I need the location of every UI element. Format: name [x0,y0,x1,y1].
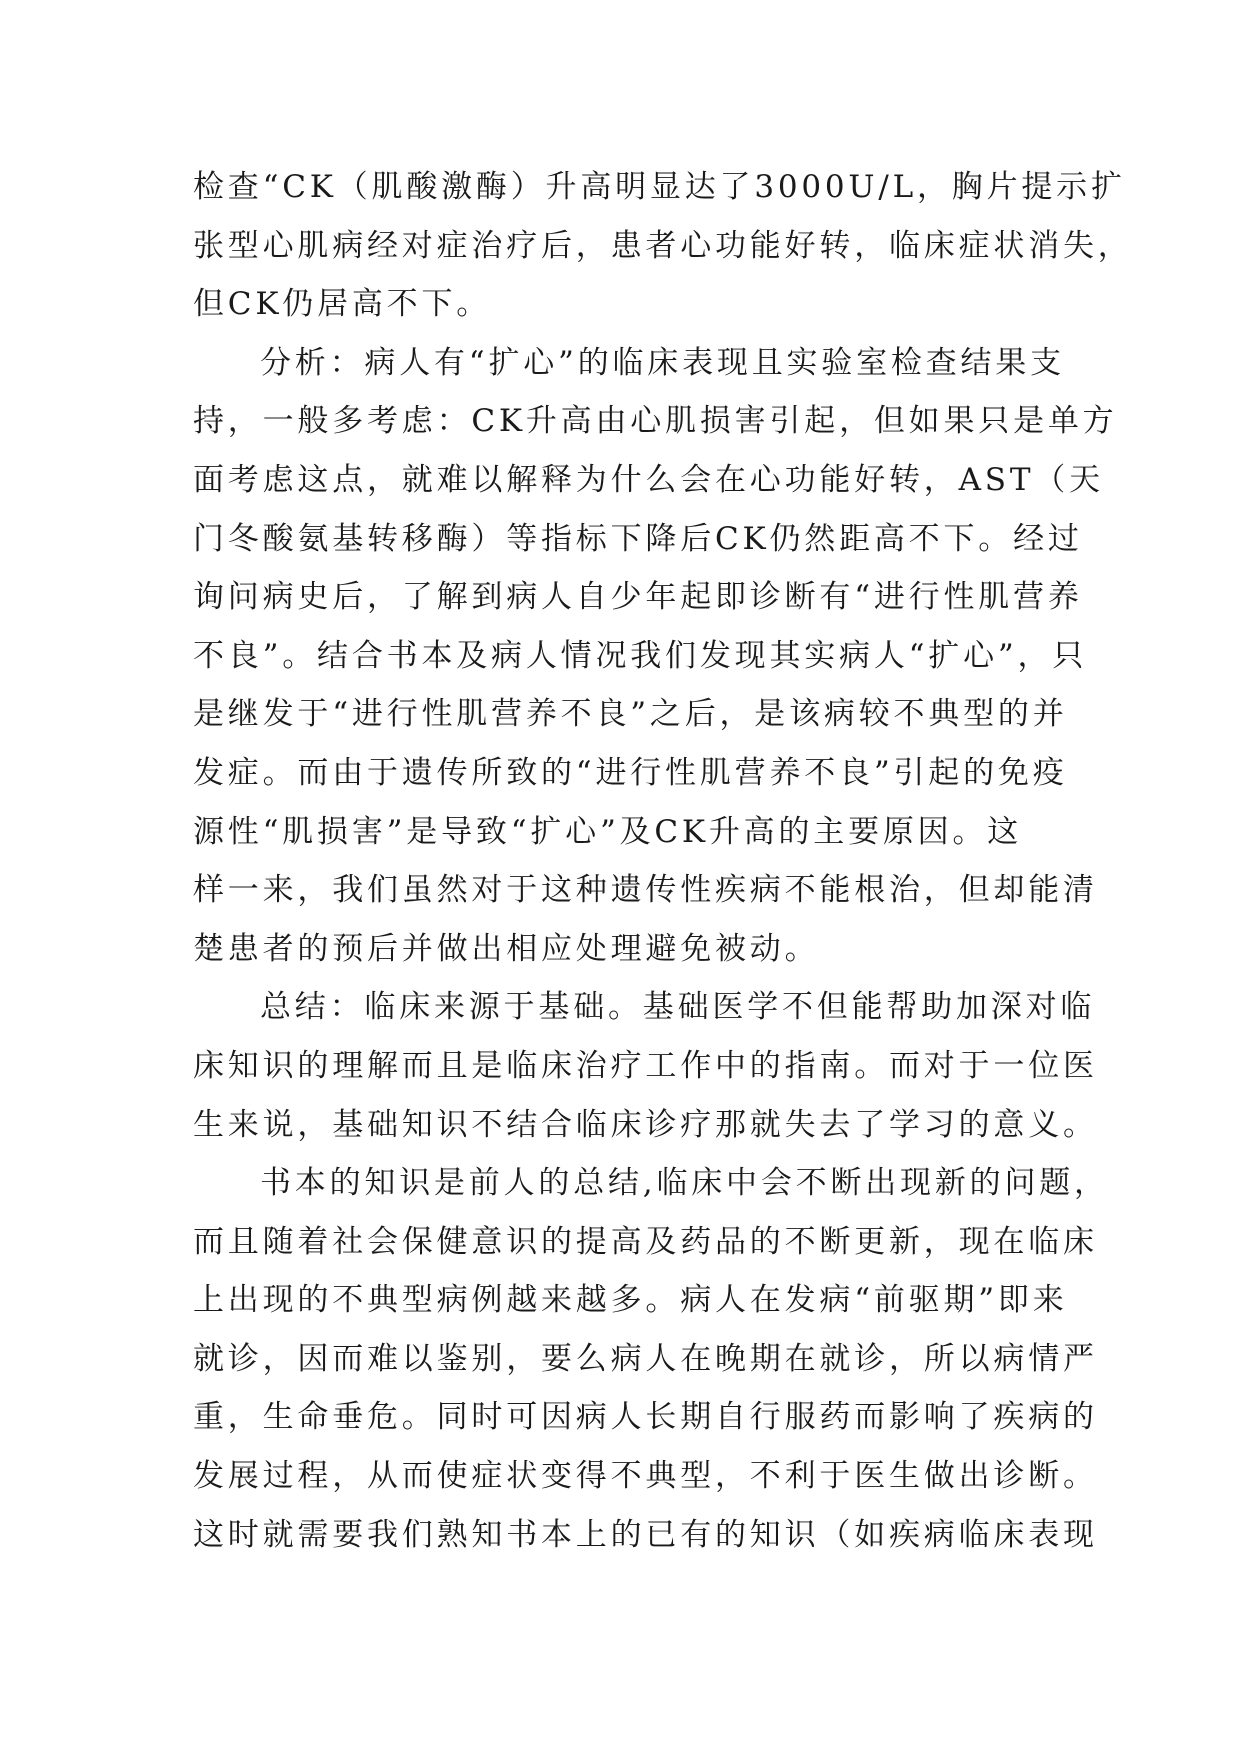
text-line: 发症。而由于遗传所致的“进行性肌营养不良”引起的免疫 [193,754,1068,791]
text-line: 发展过程，从而使症状变得不典型，不利于医生做出诊断。 [193,1458,1098,1495]
text-line: 楚患者的预后并做出相应处理避免被动。 [193,930,820,967]
text-line: 询问病史后，了解到病人自少年起即诊断有“进行性肌营养 [193,579,1083,616]
text-line: 重，生命垂危。同时可因病人长期自行服药而影响了疾病的 [193,1399,1098,1436]
paragraph-start-line: 分析：病人有“扩心”的临床表现且实验室检查结果支 [260,344,1065,381]
text-line: 是继发于“进行性肌营养不良”之后，是该病较不典型的并 [193,696,1068,733]
text-line: 床知识的理解而且是临床治疗工作中的指南。而对于一位医 [193,1047,1098,1084]
text-line: 上出现的不典型病例越来越多。病人在发病“前驱期”即来 [193,1282,1068,1319]
paragraph-start-line: 书本的知识是前人的总结,临床中会不断出现新的问题， [260,1165,1109,1202]
text-line: 而且随着社会保健意识的提高及药品的不断更新，现在临床 [193,1223,1098,1260]
paragraph-start-line: 总结：临床来源于基础。基础医学不但能帮助加深对临 [260,989,1096,1026]
text-line: 生来说，基础知识不结合临床诊疗那就失去了学习的意义。 [193,1106,1098,1143]
text-line: 面考虑这点，就难以解释为什么会在心功能好转，AST（天 [193,461,1104,498]
text-line: 源性“肌损害”是导致“扩心”及CK升高的主要原因。这 [193,813,1023,850]
text-line: 门冬酸氨基转移酶）等指标下降后CK仍然距高不下。经过 [193,520,1083,557]
text-line: 就诊，因而难以鉴别，要么病人在晚期在就诊，所以病情严 [193,1340,1098,1377]
text-line: 张型心肌病经对症治疗后，患者心功能好转，临床症状消失， [193,227,1133,264]
text-line: 不良”。结合书本及病人情况我们发现其实病人“扩心”，只 [193,637,1088,674]
text-line: 这时就需要我们熟知书本上的已有的知识（如疾病临床表现 [193,1516,1098,1553]
text-line: 持，一般多考虑：CK升高由心肌损害引起，但如果只是单方 [193,403,1118,440]
text-line: 样一来，我们虽然对于这种遗传性疾病不能根治，但却能清 [193,872,1098,909]
text-line: 但CK仍居高不下。 [193,286,492,323]
text-line: 检查“CK（肌酸激酶）升高明显达了3000U/L，胸片提示扩 [193,169,1126,205]
document-body [193,158,1133,1564]
